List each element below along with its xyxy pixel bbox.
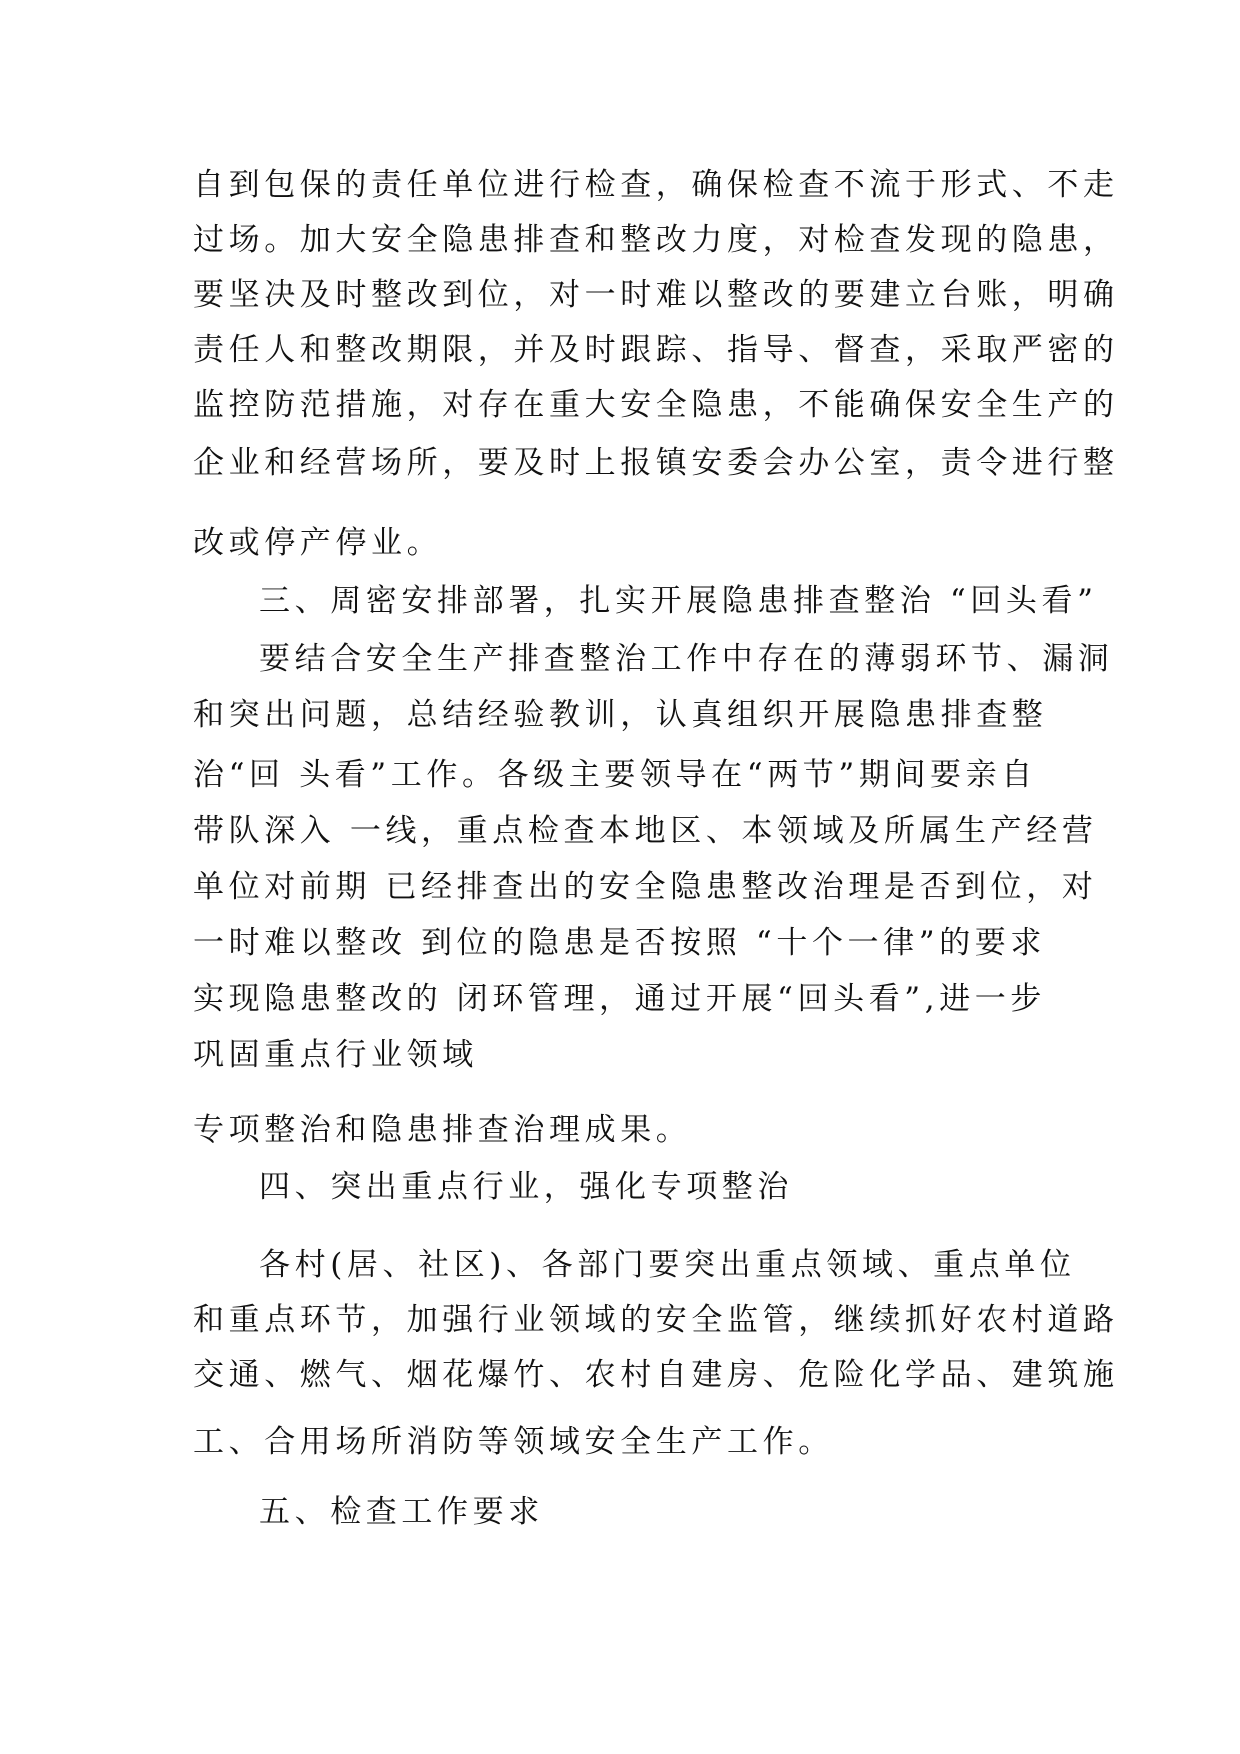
paragraph-line: 责任人和整改期限，并及时跟踪、指导、督查，采取严密的	[193, 332, 1119, 368]
paragraph-line: 实现隐患整改的 闭环管理，通过开展“回头看”,进一步	[193, 981, 1047, 1017]
paragraph-line: 监控防范措施，对存在重大安全隐患，不能确保安全生产的	[193, 387, 1119, 423]
section-heading-5: 五、检查工作要求	[259, 1494, 544, 1530]
paragraph-line: 专项整治和隐患排查治理成果。	[193, 1112, 692, 1148]
section-heading-4: 四、突出重点行业，强化专项整治	[259, 1169, 793, 1205]
paragraph-line: 带队深入 一线，重点检查本地区、本领域及所属生产经营	[193, 813, 1098, 849]
paragraph-line: 巩固重点行业领域	[193, 1037, 478, 1073]
paragraph-line: 和重点环节，加强行业领域的安全监管，继续抓好农村道路	[193, 1302, 1119, 1338]
paragraph-line: 自到包保的责任单位进行检查，确保检查不流于形式、不走	[193, 167, 1119, 203]
paragraph-line: 要结合安全生产排查整治工作中存在的薄弱环节、漏洞	[259, 641, 1114, 677]
paragraph-line: 企业和经营场所，要及时上报镇安委会办公室，责令进行整	[193, 445, 1119, 481]
paragraph-line: 工、合用场所消防等领域安全生产工作。	[193, 1424, 834, 1460]
paragraph-line: 要坚决及时整改到位，对一时难以整改的要建立台账，明确	[193, 277, 1119, 313]
paragraph-line: 一时难以整改 到位的隐患是否按照 “十个一律”的要求	[193, 925, 1047, 961]
section-heading-3: 三、周密安排部署，扎实开展隐患排查整治 “回头看”	[259, 583, 1098, 619]
paragraph-line: 过场。加大安全隐患排查和整改力度，对检查发现的隐患，	[193, 222, 1119, 258]
paragraph-line: 交通、燃气、烟花爆竹、农村自建房、危险化学品、建筑施	[193, 1357, 1119, 1393]
paragraph-line: 单位对前期 已经排查出的安全隐患整改治理是否到位，对	[193, 869, 1098, 905]
paragraph-line: 治“回 头看”工作。各级主要领导在“两节”期间要亲自	[193, 757, 1037, 793]
paragraph-line: 改或停产停业。	[193, 525, 443, 561]
paragraph-line: 和突出问题，总结经验教训，认真组织开展隐患排查整	[193, 697, 1048, 733]
paragraph-line: 各村(居、社区)、各部门要突出重点领域、重点单位	[259, 1247, 1076, 1283]
